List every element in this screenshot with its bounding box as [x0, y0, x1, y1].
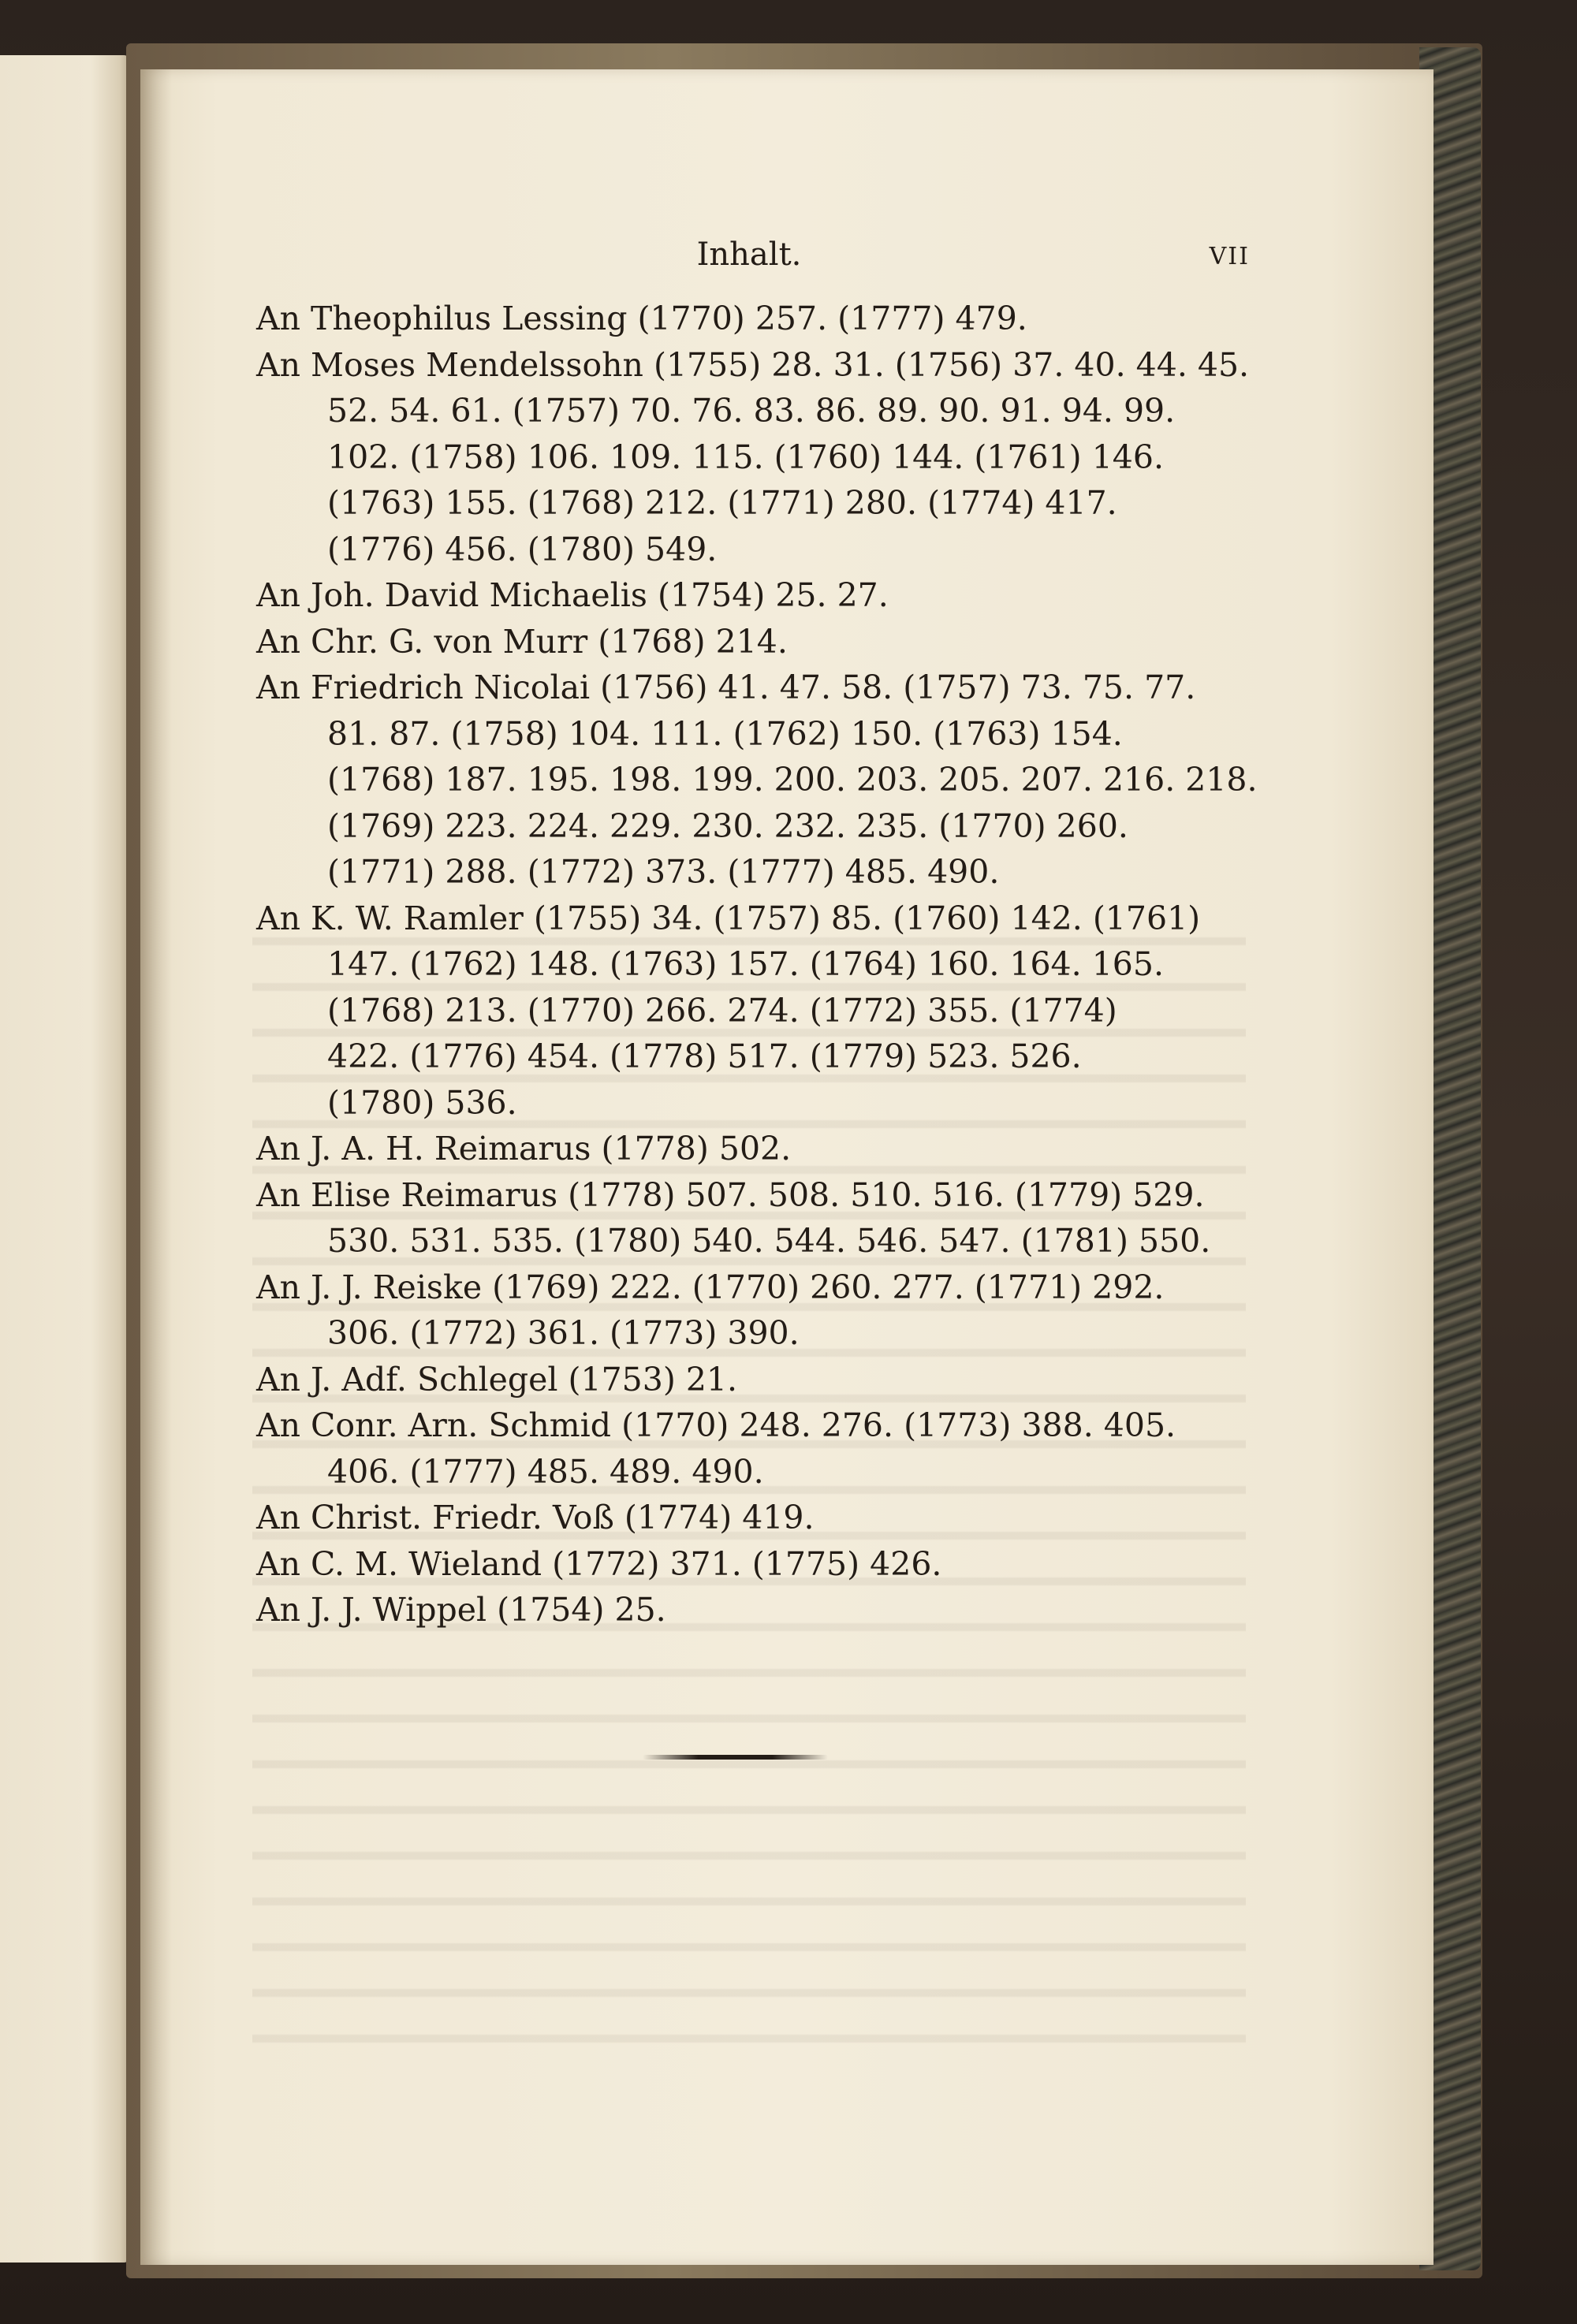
entry-line: (1780) 536.	[327, 1083, 517, 1122]
entry-line: An Theophilus Lessing (1770) 257. (1777) 479.	[256, 300, 1027, 337]
entry-line: 147. (1762) 148. (1763) 157. (1764) 160. 164. 165.	[327, 945, 1164, 983]
index-entry	[256, 1126, 1242, 1172]
entry-line: (1769) 223. 224. 229. 230. 232. 235. (1770) 260.	[327, 806, 1128, 845]
index-entry	[256, 572, 1242, 619]
entry-line: (1763) 155. (1768) 212. (1771) 280. (1774) 417.	[327, 484, 1117, 522]
entry-line: An Friedrich Nicolai (1756) 41. 47. 58. (1757) 73. 75. 77.	[256, 669, 1196, 706]
entry-line: An Conr. Arn. Schmid (1770) 248. 276. (1773) 388. 405.	[256, 1406, 1176, 1444]
index-entry	[256, 1541, 1242, 1588]
page-number: VII	[1209, 243, 1250, 270]
entry-line: (1776) 456. (1780) 549.	[327, 530, 718, 568]
entry-line: An J. Adf. Schlegel (1753) 21.	[256, 1360, 738, 1398]
index-entries	[256, 296, 1258, 1633]
gutter-shadow	[140, 69, 172, 2265]
section-end-rule	[643, 1755, 828, 1760]
entry-line: An Elise Reimarus (1778) 507. 508. 510. 516. (1779) 529.	[256, 1175, 1205, 1214]
entry-line: An J. J. Wippel (1754) 25.	[256, 1591, 666, 1629]
entry-line: (1768) 187. 195. 198. 199. 200. 203. 205. 207. 216. 218.	[327, 761, 1258, 799]
page-title: Inhalt.	[696, 236, 802, 273]
entry-line: An C. M. Wieland (1772) 371. (1775) 426.	[256, 1544, 942, 1583]
index-entry	[256, 1264, 1242, 1357]
index-entry	[256, 896, 1242, 1127]
left-page-edge	[0, 55, 130, 2263]
entry-line: 530. 531. 535. (1780) 540. 544. 546. 547. (1781) 550.	[327, 1222, 1211, 1260]
index-entry	[256, 619, 1242, 665]
entry-line: 422. (1776) 454. (1778) 517. (1779) 523. 526.	[327, 1037, 1082, 1075]
entry-line: An Moses Mendelssohn (1755) 28. 31. (1756) 37. 40. 44. 45.	[256, 345, 1250, 384]
entry-line: An Chr. G. von Murr (1768) 214.	[256, 622, 788, 661]
entry-line: 306. (1772) 361. (1773) 390.	[327, 1314, 800, 1352]
index-entry	[256, 1587, 1242, 1633]
index-entry	[256, 1172, 1242, 1264]
entry-line: (1771) 288. (1772) 373. (1777) 485. 490.	[327, 853, 1000, 891]
entry-line: 52. 54. 61. (1757) 70. 76. 83. 86. 89. 90. 91. 94. 99.	[327, 392, 1176, 430]
entry-line: 102. (1758) 106. 109. 115. (1760) 144. (1761) 146.	[327, 438, 1164, 476]
entry-line: An K. W. Ramler (1755) 34. (1757) 85. (1760) 142. (1761)	[256, 899, 1201, 937]
running-head	[256, 236, 1250, 284]
entry-line: 406. (1777) 485. 489. 490.	[327, 1452, 764, 1491]
index-entry	[256, 1357, 1242, 1403]
entry-line: An J. A. H. Reimarus (1778) 502.	[256, 1130, 792, 1168]
entry-line: An Christ. Friedr. Voß (1774) 419.	[256, 1499, 815, 1536]
entry-line: (1768) 213. (1770) 266. 274. (1772) 355. (1774)	[327, 991, 1117, 1030]
index-entry	[256, 665, 1258, 896]
entry-line: 81. 87. (1758) 104. 111. (1762) 150. (1763) 154.	[327, 714, 1123, 753]
index-entry	[256, 1495, 1242, 1541]
entry-line: An J. J. Reiske (1769) 222. (1770) 260. 277. (1771) 292.	[256, 1268, 1165, 1306]
index-entry	[256, 1402, 1242, 1495]
index-entry	[256, 296, 1242, 342]
entry-line: An Joh. David Michaelis (1754) 25. 27.	[256, 576, 889, 614]
index-entry	[256, 342, 1250, 573]
